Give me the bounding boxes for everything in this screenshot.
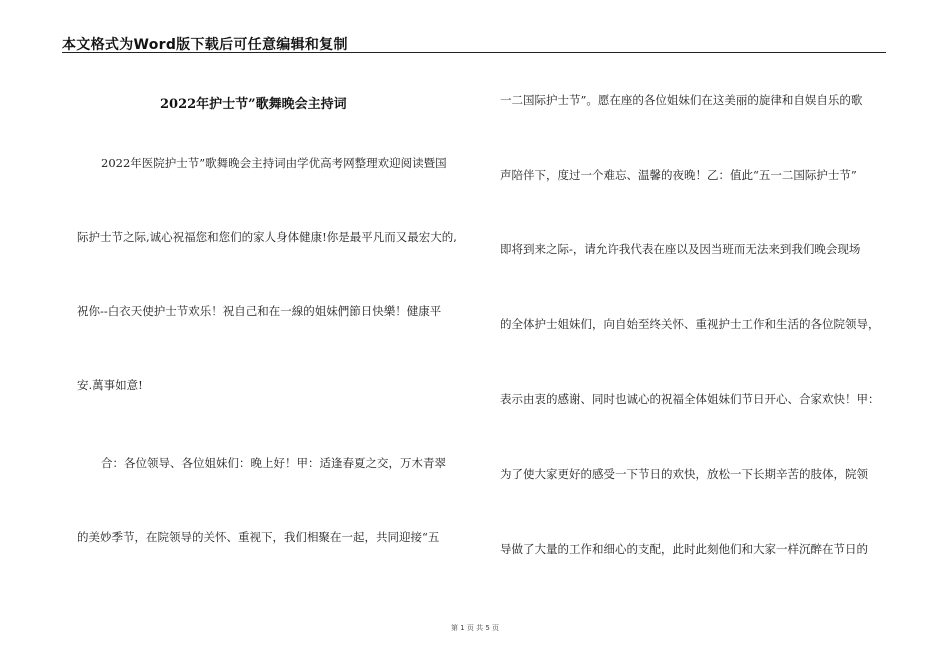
header-divider (62, 52, 886, 53)
paragraph-line: 的全体护士姐妹们，向自始至终关怀、重视护士工作和生活的各位院领导， (500, 317, 880, 331)
page-number: 第 1 页 共 5 页 (450, 624, 500, 632)
paragraph-line: 导做了大量的工作和细心的支配，此时此刻他们和大家一样沉醉在节日的 (500, 542, 868, 556)
document-title: 2022年护士节”歌舞晚会主持词 (160, 97, 347, 112)
paragraph-line: 表示由衷的感谢、同时也诚心的祝福全体姐妹们节日开心、合家欢快！甲： (500, 392, 880, 406)
paragraph-line: 安.萬事如意! (77, 378, 143, 392)
paragraph-line: 一二国际护士节”。愿在座的各位姐妹们在这美丽的旋律和自娱自乐的歌 (500, 93, 863, 107)
paragraph-line: 即将到来之际-，请允许我代表在座以及因当班而无法来到我们晚会现场 (500, 242, 861, 256)
paragraph-line: 祝你--白衣天使护士节欢乐！祝自己和在一線的姐妹們節日快樂！健康平 (77, 304, 442, 318)
paragraph-line: 2022年医院护士节”歌舞晚会主持词由学优高考网整理欢迎阅读暨国 (101, 156, 447, 170)
paragraph-line: 的美妙季节，在院领导的关怀、重视下，我们相聚在一起，共同迎接“五 (77, 530, 440, 544)
paragraph-line: 际护士节之际,诚心祝福您和您们的家人身体健康!你是最平凡而又最宏大的, (77, 230, 457, 244)
header-title: 本文格式为Word版下载后可任意编辑和复制 (62, 37, 348, 53)
paragraph-line: 声陪伴下，度过一个难忘、温馨的夜晚！乙：值此“五一二国际护士节” (500, 168, 857, 182)
paragraph-line: 为了使大家更好的感受一下节日的欢快，放松一下长期辛苦的肢体，院领 (500, 467, 868, 481)
paragraph-line: 合：各位领导、各位姐妹们：晚上好！甲：适逢春夏之交，万木青翠 (101, 456, 446, 470)
